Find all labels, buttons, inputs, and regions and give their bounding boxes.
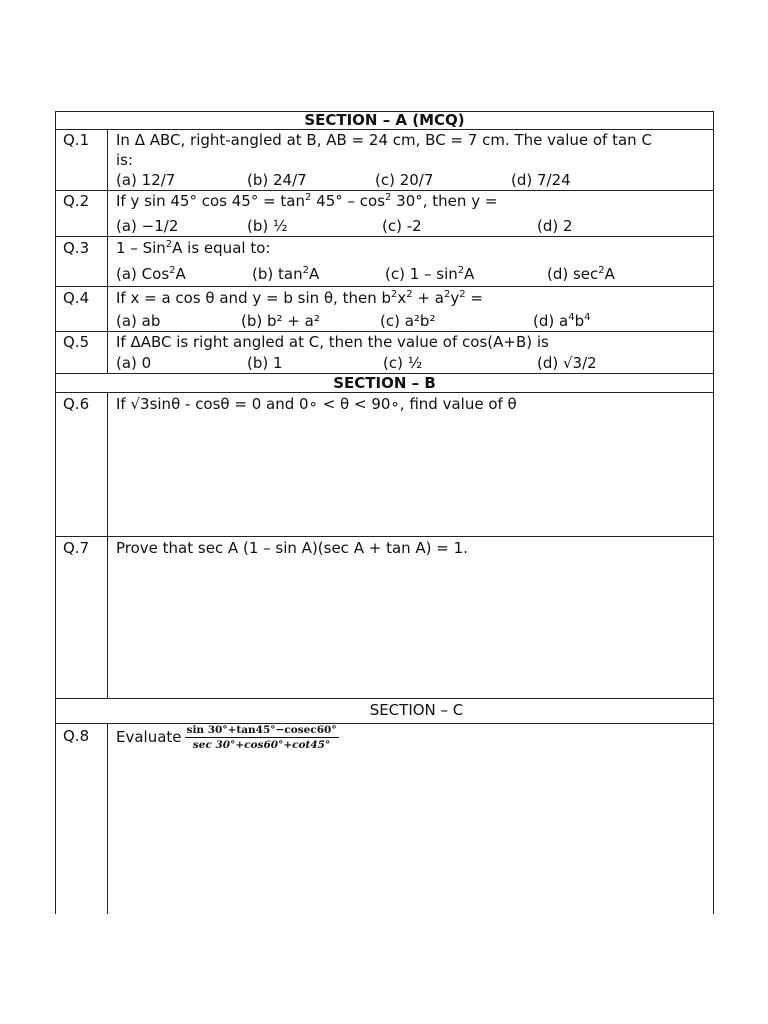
section-b-title: SECTION – B: [333, 374, 436, 392]
option-a: (a) ab: [116, 312, 161, 330]
question-stem: In Δ ABC, right-angled at B, AB = 24 cm, BC = 7 cm. The value of tan C: [116, 131, 652, 149]
question-number: Q.6: [63, 395, 90, 413]
question-stem: 1 – Sin$^2$A is equal to:: [116, 239, 271, 257]
option-a: (a) Cos$^2$A: [116, 265, 186, 283]
rule: [107, 129, 108, 373]
option-d: (d) 2: [537, 217, 573, 235]
question-stem: If x = a cos θ and y = b sin θ, then $b^2x^2 + a^2y^2$ =: [116, 289, 483, 307]
option-d: (d) $a^4b^4$: [533, 312, 591, 330]
question-stem: If y sin 45° $\cos 45^\circ = \tan^2 45^\circ - \cos^2 30^\circ$, then y =: [116, 192, 498, 210]
option-b: (b) $\tan^2A$: [252, 265, 320, 283]
rule: [55, 331, 714, 332]
option-b: (b) 24/7: [247, 171, 307, 189]
option-d: (d) 7/24: [511, 171, 571, 189]
rule: [107, 723, 108, 914]
rule: [55, 190, 714, 191]
rule: [55, 236, 714, 237]
rule: [55, 698, 714, 699]
question-stem: If √3sinθ - cosθ = 0 and 0∘ < θ < 90∘, find value of θ: [116, 395, 517, 413]
option-b: (b) b² + a²: [241, 312, 320, 330]
question-paper: [55, 111, 714, 914]
rule: [107, 392, 108, 698]
rule: [55, 536, 714, 537]
question-number: Q.4: [63, 289, 90, 307]
fraction-denominator: sec 30°+cos60°+cot45°: [192, 739, 331, 751]
option-a: (a) 0: [116, 354, 152, 372]
question-stem: If ΔABC is right angled at C, then the value of cos(A+B) is: [116, 333, 549, 351]
option-d: (d) $\sec^2A$: [547, 265, 615, 283]
question-number: Q.2: [63, 192, 90, 210]
fraction-expression: [185, 724, 339, 751]
question-stem: [116, 724, 339, 751]
rule: [713, 111, 714, 914]
evaluate-label: Evaluate: [116, 728, 182, 746]
option-c: (c) 20/7: [375, 171, 434, 189]
fraction-numerator: sin 30°+tan45°−cosec60°: [186, 724, 337, 736]
rule: [55, 286, 714, 287]
question-stem-cont: is:: [116, 151, 134, 169]
option-d: (d) √3/2: [537, 354, 597, 372]
rule: [55, 392, 714, 393]
option-a: (a) 12/7: [116, 171, 176, 189]
option-c: (c) -2: [382, 217, 422, 235]
option-a: (a) −1/2: [116, 217, 179, 235]
question-number: Q.5: [63, 333, 90, 351]
option-c: (c) $1 - \sin^2A$: [385, 265, 475, 283]
question-stem: Prove that sec A (1 – sin A)(sec A + tan A) = 1.: [116, 539, 468, 557]
question-number: Q.1: [63, 131, 90, 149]
option-b: (b) ½: [247, 217, 288, 235]
question-number: Q.8: [63, 727, 90, 745]
rule: [55, 111, 56, 914]
question-number: Q.7: [63, 539, 90, 557]
question-number: Q.3: [63, 239, 90, 257]
option-c: (c) a²b²: [380, 312, 436, 330]
section-c-title: SECTION – C: [369, 701, 464, 719]
rule: [55, 129, 714, 130]
option-b: (b) 1: [247, 354, 283, 372]
option-c: (c) ½: [383, 354, 423, 372]
section-a-title: SECTION – A (MCQ): [304, 111, 465, 129]
